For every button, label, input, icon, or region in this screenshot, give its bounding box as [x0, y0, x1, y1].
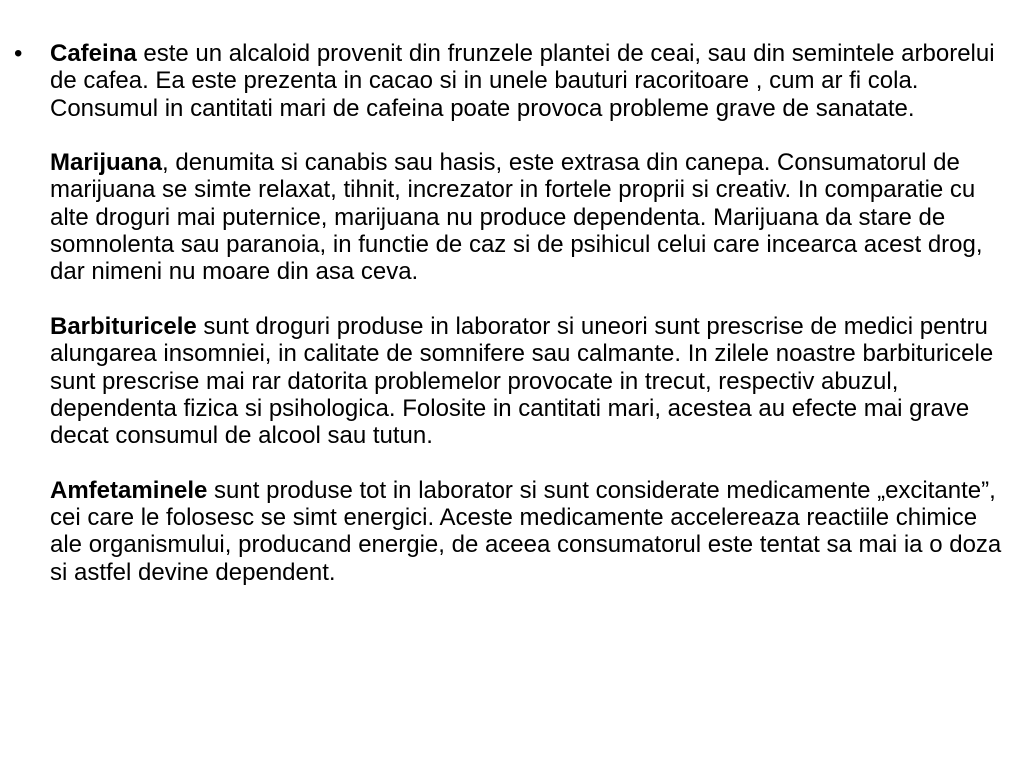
term-cafeina: Cafeina — [50, 40, 137, 67]
term-barbituricele: Barbituricele — [50, 312, 197, 340]
paragraph-amfetaminele — [50, 477, 1014, 586]
text-marijuana: , denumita si canabis sau hasis, este extrasa din canepa. Consumatorul de marijuana se simte relaxat, tihnit, increzator in fortele proprii si creativ. In comparatie cu alte droguri mai puternice, marijuana nu produce dependenta. Marijuana da stare de somnolenta sau paranoia, in functie de caz si de psihicul celui care incearca acest drog, dar nimeni nu moare din asa ceva. — [50, 149, 983, 286]
bullet-icon: • — [14, 40, 23, 67]
paragraph-marijuana — [50, 149, 1014, 285]
paragraph-barbituricele — [50, 313, 1014, 449]
term-marijuana: Marijuana — [50, 149, 163, 177]
bullet-item — [14, 40, 1014, 586]
text-cafeina: este un alcaloid provenit din frunzele plantei de ceai, sau din semintele arborelui de cafea. Ea este prezenta in cacao si in unele bauturi racoritoare , cum ar fi cola. Consumul in cantitati mari de cafeina poate provoca probleme grave de sanatate. — [50, 40, 995, 122]
paragraph-cafeina — [50, 40, 1014, 122]
text-barbituricele: sunt droguri produse in laborator si uneori sunt prescrise de medici pentru alungarea insomniei, in calitate de somnifere sau calmante. In zilele noastre barbituricele sunt prescrise mai rar datorita problemelor provocate in trecut, respectiv abuzul, dependenta fizica si psihologica. Folosite in cantitati mari, acestea au efecte mai grave decat consumul de alcool sau tutun. — [50, 312, 994, 450]
term-amfetaminele: Amfetaminele — [50, 476, 208, 504]
bullet-content — [50, 40, 1014, 586]
text-amfetaminele: sunt produse tot in laborator si sunt considerate medicamente „excitante”, cei care le folosesc se simt energici. Aceste medicamente accelereaza reactiile chimice ale organismului, producand energie, de aceea consumatorul este tentat sa mai ia o doza si astfel devine dependent. — [50, 476, 1002, 586]
